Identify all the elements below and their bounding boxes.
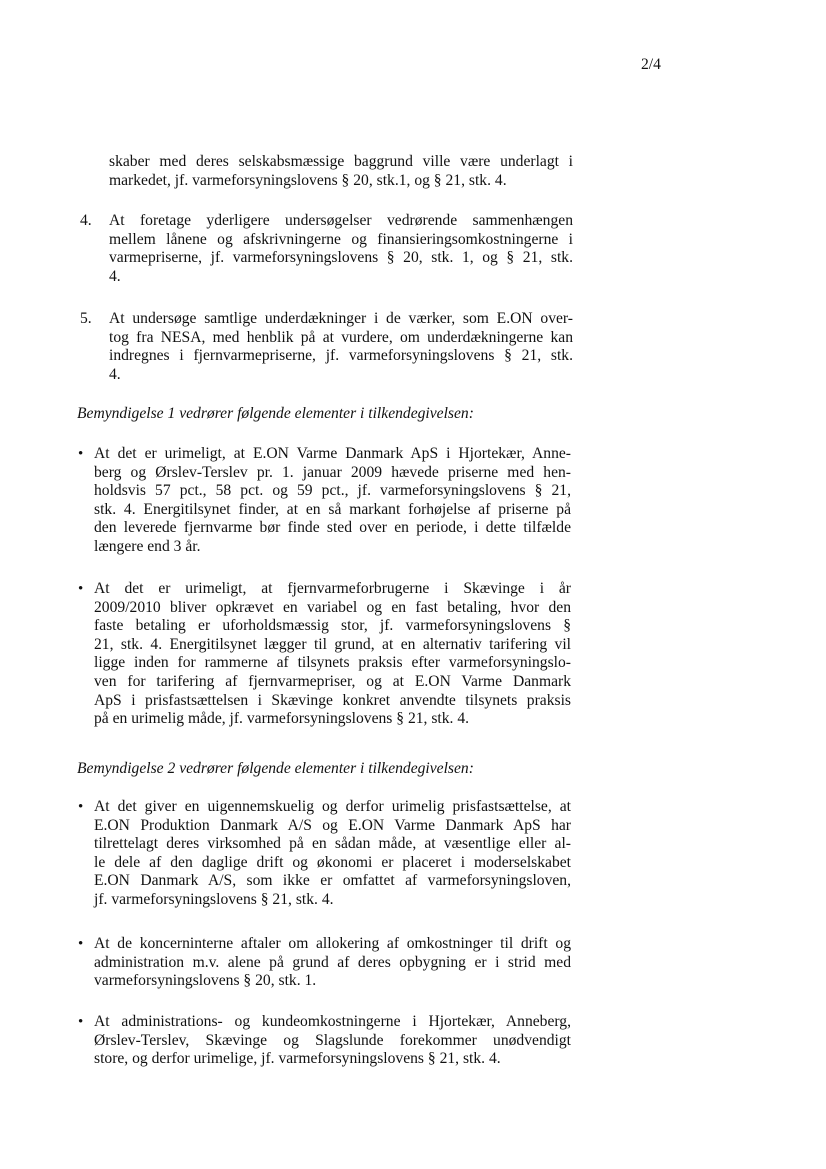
text-line: E.ON Danmark A/S, som ikke er omfattet af varmeforsyningsloven, [94, 872, 571, 890]
text-line: E.ON Produktion Danmark A/S og E.ON Varme Danmark ApS har [94, 816, 571, 834]
text-line: varmeforsyningslovens § 20, stk. 1. [94, 972, 317, 990]
bullet-item [94, 1013, 571, 1069]
text-line: markedet, jf. varmeforsyningslovens § 20, stk.1, og § 21, stk. 4. [109, 171, 507, 189]
numbered-item [109, 310, 573, 384]
bullet-item [94, 935, 571, 991]
numbered-item [109, 212, 573, 286]
text-line: mellem lånene og afskrivningerne og finansieringsomkostningerne i [109, 230, 573, 248]
text-line: den leverede fjernvarme bør finde sted over en periode, i dette tilfælde [94, 519, 571, 537]
item-number: 5. [80, 310, 92, 327]
text-line: administration m.v. alene på grund af deres opbygning er i strid med [94, 953, 571, 971]
text-line: længere end 3 år. [94, 537, 201, 555]
text-line: 21, stk. 4. Energitilsynet lægger til grund, at en alternativ tarifering vil [94, 635, 571, 653]
bullet-marker: • [78, 581, 84, 597]
bullet-item [94, 445, 571, 557]
text-line: At administrations- og kundeomkostningerne i Hjortekær, Anneberg, [94, 1013, 571, 1030]
bullet-marker: • [78, 799, 84, 815]
text-line: på en urimelig måde, jf. varmeforsyningslovens § 21, stk. 4. [94, 710, 470, 728]
text-line: jf. varmeforsyningslovens § 21, stk. 4. [94, 890, 334, 908]
bullet-item [94, 798, 571, 910]
text-line: store, og derfor urimelige, jf. varmeforsyningslovens § 21, stk. 4. [94, 1050, 501, 1068]
bullet-marker: • [78, 446, 84, 462]
text-line: ApS i prisfastsættelsen i Skævinge konkret anvendte tilsynets praksis [94, 691, 571, 709]
text-line: At det er urimeligt, at fjernvarmeforbrugerne i Skævinge i år [94, 580, 571, 597]
text-line: 4. [109, 365, 121, 383]
text-line: 2009/2010 bliver opkrævet en variabel og en fast betaling, hvor den [94, 598, 571, 616]
text-line: ven for tarifering af fjernvarmepriser, og at E.ON Varme Danmark [94, 672, 571, 690]
text-line: At de koncerninterne aftaler om allokering af omkostninger til drift og [94, 935, 571, 952]
text-line: holdsvis 57 pct., 58 pct. og 59 pct., jf. varmeforsyningslovens § 21, [94, 482, 571, 500]
text-line: indregnes i fjernvarmepriserne, jf. varmeforsyningslovens § 21, stk. [109, 347, 573, 365]
text-line: berg og Ørslev-Terslev pr. 1. januar 2009 hævede priserne med hen- [94, 463, 571, 481]
bullet-item [94, 580, 571, 729]
text-line: faste betaling er uforholdsmæssig stor, jf. varmeforsyningslovens § [94, 617, 571, 635]
section-heading: Bemyndigelse 2 vedrører følgende elementer i tilkendegivelsen: [77, 760, 474, 777]
text-line: tilrettelagt deres virksomhed på en sådan måde, at væsentlige eller al- [94, 835, 571, 853]
page-number: 2/4 [641, 56, 661, 73]
text-line: tog fra NESA, med henblik på at vurdere, om underdækningerne kan [109, 328, 573, 346]
text-line: ligge inden for rammerne af tilsynets praksis efter varmeforsyningslo- [94, 654, 571, 672]
item-number: 4. [80, 212, 92, 229]
text-line: stk. 4. Energitilsynet finder, at en så markant forhøjelse af priserne på [94, 500, 571, 518]
text-line: At det giver en uigennemskuelig og derfor urimelig prisfastsættelse, at [94, 798, 571, 815]
text-line: At undersøge samtlige underdækninger i de værker, som E.ON over- [109, 310, 573, 327]
text-line: le dele af den daglige drift og økonomi er placeret i moderselskabet [94, 853, 571, 871]
text-line: At foretage yderligere undersøgelser vedrørende sammenhængen [109, 212, 573, 229]
continuation-paragraph [109, 153, 573, 190]
text-line: Ørslev-Terslev, Skævinge og Slagslunde forekommer unødvendigt [94, 1031, 571, 1049]
text-line: skaber med deres selskabsmæssige baggrund ville være underlagt i [109, 153, 573, 170]
text-line: varmepriserne, jf. varmeforsyningslovens § 20, stk. 1, og § 21, stk. [109, 249, 573, 267]
bullet-marker: • [78, 1014, 84, 1030]
bullet-marker: • [78, 936, 84, 952]
text-line: At det er urimeligt, at E.ON Varme Danmark ApS i Hjortekær, Anne- [94, 445, 571, 462]
text-line: 4. [109, 267, 121, 285]
section-heading: Bemyndigelse 1 vedrører følgende elementer i tilkendegivelsen: [77, 405, 474, 422]
